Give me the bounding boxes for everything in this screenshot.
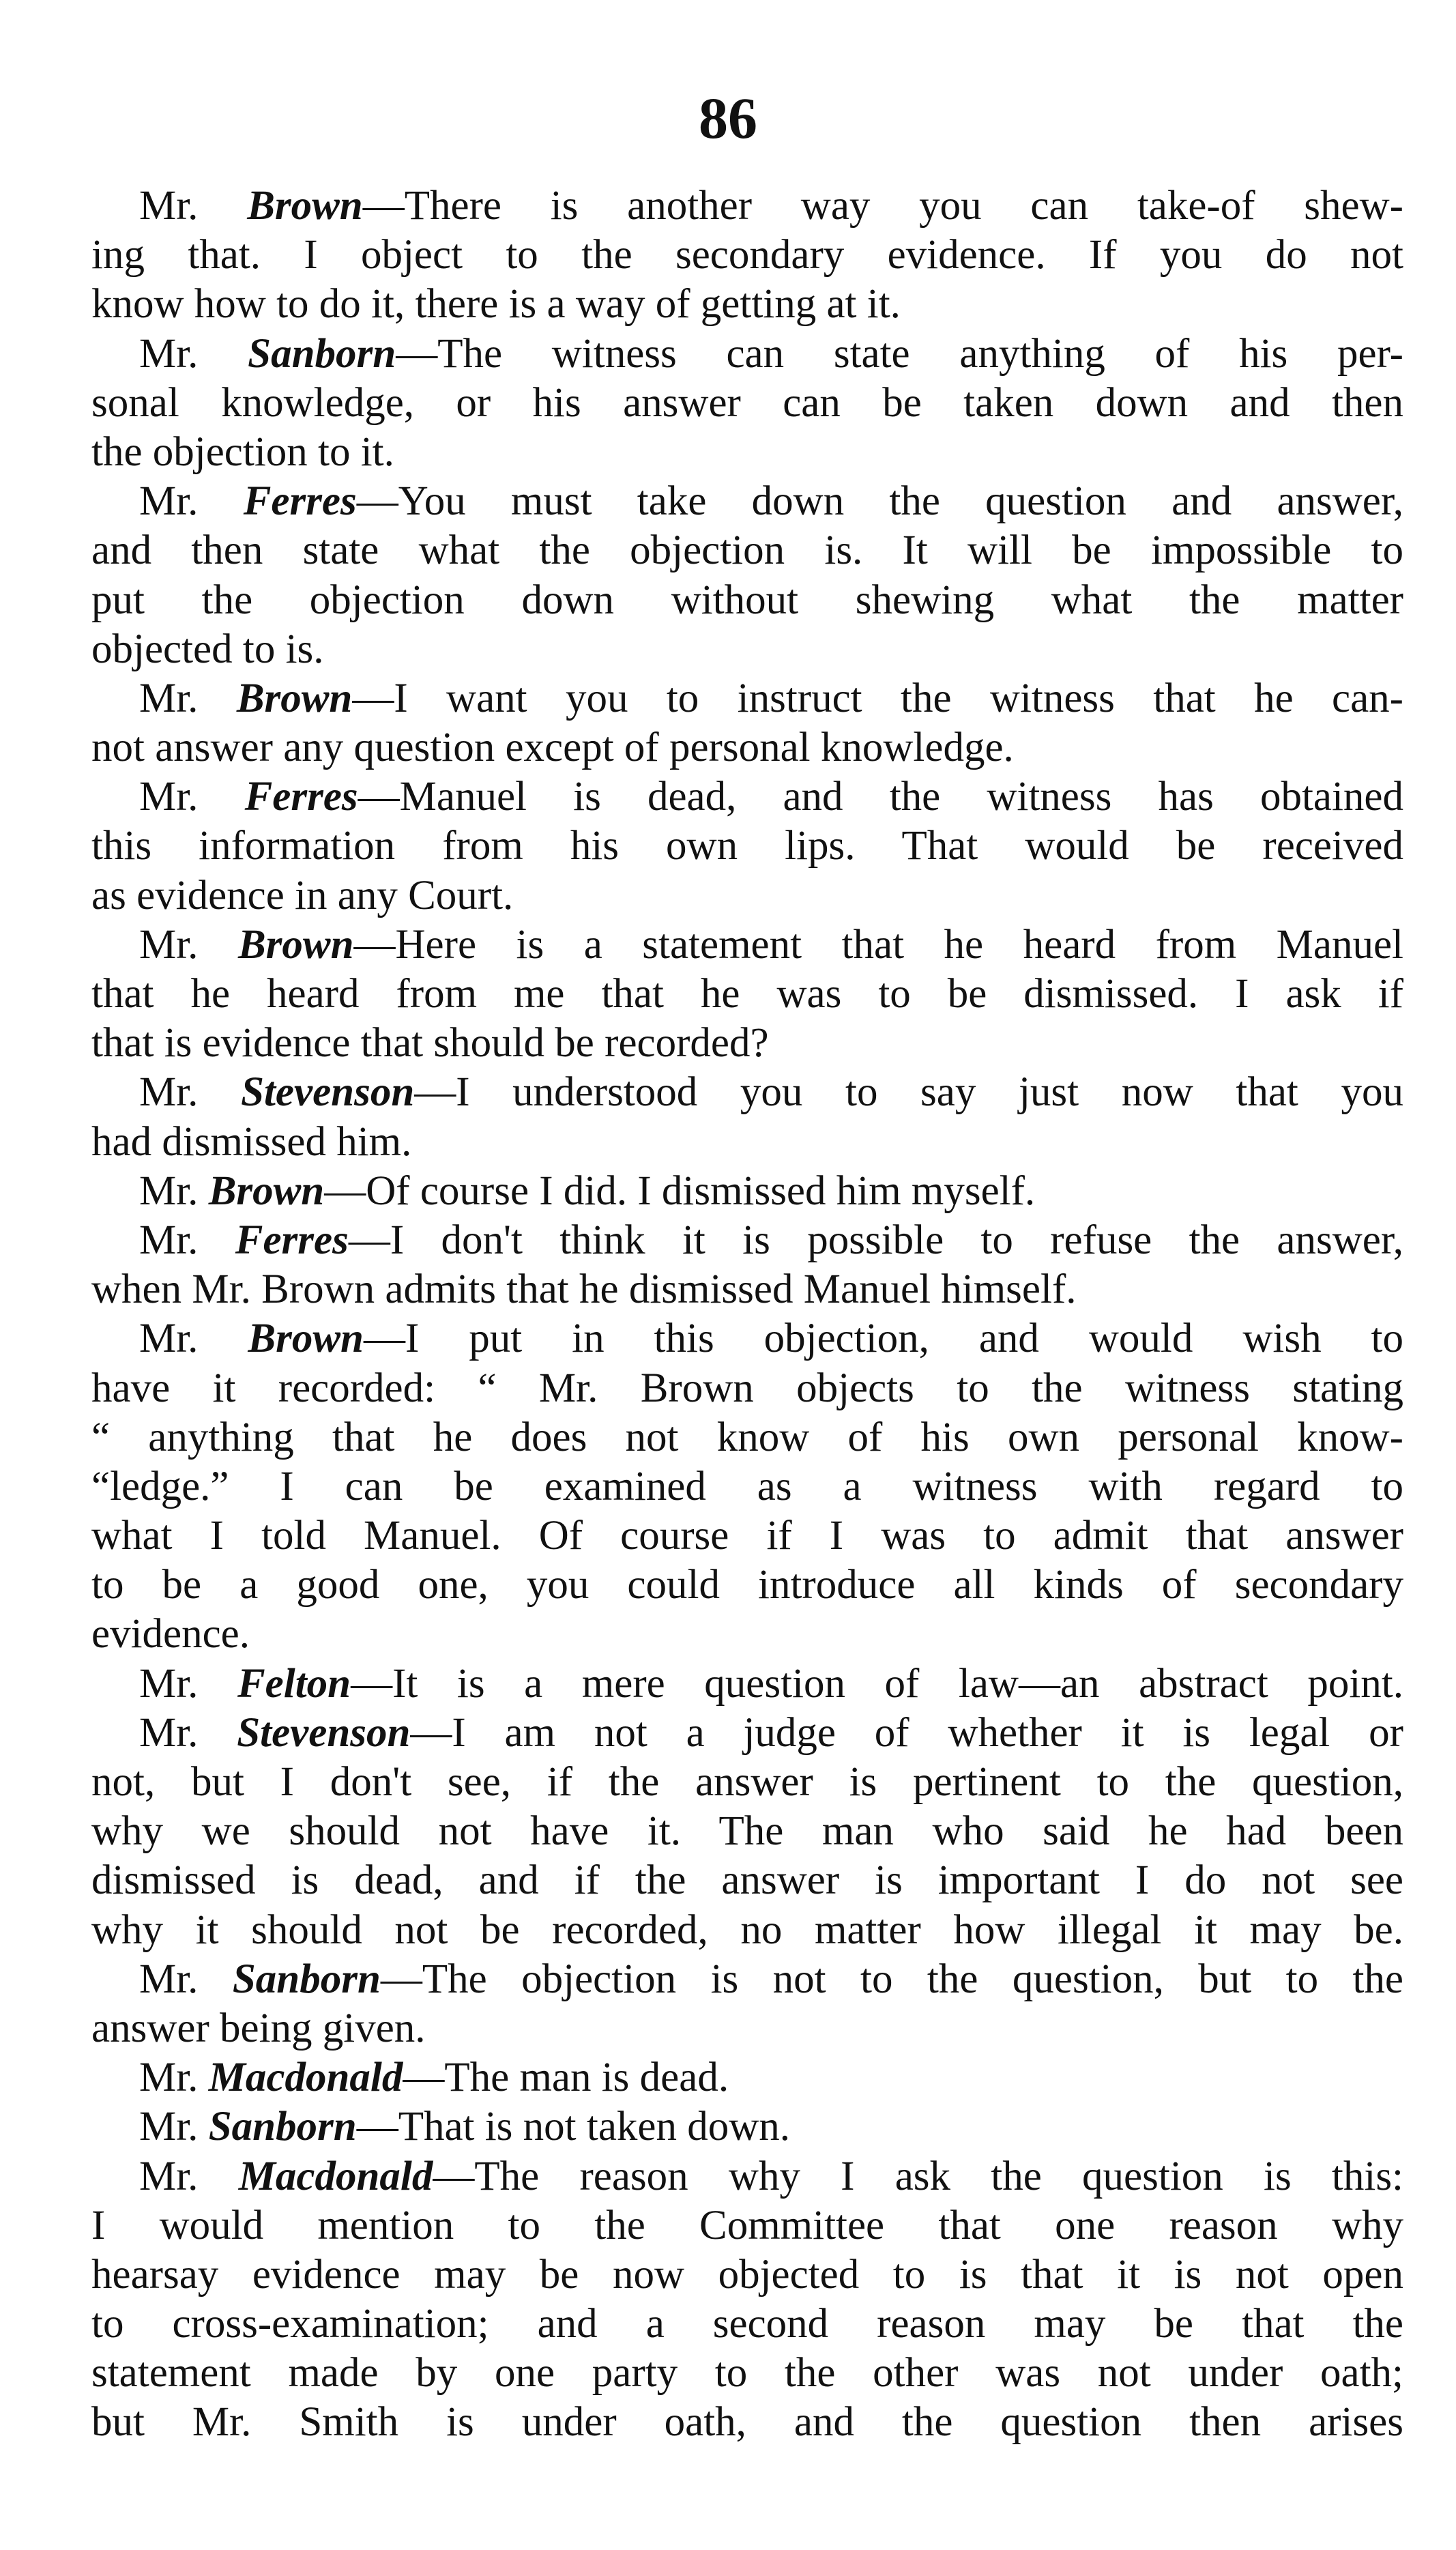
speaker-prefix: Mr.: [139, 2104, 209, 2150]
line-text: ing that. I object to the secondary evidence. If you do not: [91, 232, 1403, 278]
text-line: [91, 1118, 1403, 1167]
text-line: [91, 1019, 1403, 1068]
text-line: [91, 1709, 1403, 1758]
speaker-prefix: Mr.: [139, 774, 245, 820]
speaker-prefix: Mr.: [139, 330, 248, 377]
line-text: that he heard from me that he was to be dismissed. I ask if: [91, 971, 1403, 1017]
speaker-name: Brown: [236, 675, 353, 721]
text-line: [91, 1068, 1403, 1117]
speaker-name: Brown: [248, 1316, 364, 1362]
speaker-prefix: Mr.: [139, 1709, 237, 1756]
speaker-prefix: Mr.: [139, 1168, 209, 1214]
text-line: [91, 2152, 1403, 2201]
line-text: —Manuel is dead, and the witness has obtained: [358, 774, 1403, 820]
text-line: [91, 526, 1403, 575]
line-text: —The man is dead.: [403, 2055, 729, 2101]
speaker-name: Stevenson: [241, 1069, 415, 1116]
speaker-name: Macdonald: [208, 2055, 403, 2101]
speaker-name: Brown: [247, 183, 363, 229]
text-line: [91, 330, 1403, 379]
speaker-prefix: Mr.: [139, 2153, 239, 2199]
line-text: put the objection down without shewing what the matter: [91, 577, 1403, 623]
text-line: [91, 1413, 1403, 1462]
line-text: I would mention to the Committee that one reason why: [91, 2202, 1403, 2248]
line-text: “ledge.” I can be examined as a witness with regard to: [91, 1463, 1403, 1509]
line-text: —I want you to instruct the witness that he can-: [352, 675, 1404, 721]
page-body: [91, 182, 1403, 2448]
speaker-prefix: Mr.: [139, 1956, 233, 2002]
line-text: evidence.: [91, 1611, 250, 1657]
text-line: [91, 1167, 1403, 1216]
text-line: [91, 1314, 1403, 1363]
speaker-prefix: Mr.: [139, 921, 238, 968]
line-text: —That is not taken down.: [356, 2104, 791, 2150]
line-text: know how to do it, there is a way of getting at it.: [91, 281, 901, 328]
speaker-name: Ferres: [235, 1217, 349, 1263]
speaker-prefix: Mr.: [139, 1660, 237, 1707]
line-text: “ anything that he does not know of his own personal know-: [91, 1414, 1403, 1460]
text-line: [91, 2102, 1403, 2151]
text-line: [91, 1610, 1403, 1659]
speaker-name: Macdonald: [238, 2153, 433, 2199]
text-line: [91, 1807, 1403, 1856]
line-text: —I put in this objection, and would wish to: [363, 1316, 1403, 1362]
text-line: [91, 1561, 1403, 1610]
speaker-name: Sanborn: [232, 1956, 381, 2002]
text-line: [91, 2349, 1403, 2398]
line-text: hearsay evidence may be now objected to is that it is not open: [91, 2251, 1403, 2298]
text-line: [91, 1758, 1403, 1807]
line-text: —There is another way you can take-of shew-: [362, 183, 1403, 229]
speaker-name: Brown: [208, 1168, 325, 1214]
speaker-prefix: Mr.: [139, 2055, 209, 2101]
line-text: sonal knowledge, or his answer can be taken down and then: [91, 379, 1403, 426]
line-text: this information from his own lips. That would be received: [91, 823, 1403, 869]
line-text: the objection to it.: [91, 429, 394, 475]
text-line: [91, 1856, 1403, 1905]
text-line: [91, 970, 1403, 1019]
text-line: [91, 2300, 1403, 2349]
line-text: —You must take down the question and answer,: [356, 478, 1404, 525]
text-line: [91, 428, 1403, 477]
text-line: [91, 723, 1403, 772]
line-text: have it recorded: “ Mr. Brown objects to the witness stating: [91, 1365, 1403, 1411]
text-line: [91, 280, 1403, 329]
line-text: —The objection is not to the question, but to the: [380, 1956, 1404, 2002]
text-line: [91, 1462, 1403, 1511]
text-line: [91, 871, 1403, 921]
line-text: what I told Manuel. Of course if I was to admit that answer: [91, 1513, 1403, 1559]
line-text: objected to is.: [91, 626, 324, 672]
speaker-name: Brown: [237, 921, 354, 968]
speaker-name: Stevenson: [237, 1709, 411, 1756]
speaker-prefix: Mr.: [139, 183, 248, 229]
speaker-prefix: Mr.: [139, 478, 244, 525]
text-line: [91, 477, 1403, 526]
line-text: —I understood you to say just now that you: [414, 1069, 1404, 1116]
speaker-name: Sanborn: [248, 330, 396, 377]
line-text: why it should not be recorded, no matter how illegal it may be.: [91, 1907, 1403, 1953]
speaker-prefix: Mr.: [139, 675, 237, 721]
speaker-name: Ferres: [243, 478, 357, 525]
line-text: and then state what the objection is. It will be impossible to: [91, 527, 1403, 574]
text-line: [91, 1216, 1403, 1265]
line-text: dismissed is dead, and if the answer is important I do not see: [91, 1857, 1403, 1904]
text-line: [91, 2053, 1403, 2102]
text-line: [91, 1955, 1403, 2004]
speaker-name: Ferres: [244, 774, 358, 820]
line-text: when Mr. Brown admits that he dismissed Manuel himself.: [91, 1266, 1077, 1313]
text-line: [91, 1660, 1403, 1709]
speaker-name: Felton: [237, 1660, 351, 1707]
speaker-name: Sanborn: [208, 2104, 357, 2150]
line-text: —Here is a statement that he heard from Manuel: [353, 921, 1404, 968]
line-text: —I am not a judge of whether it is legal or: [410, 1709, 1403, 1756]
text-line: [91, 182, 1403, 231]
line-text: —The witness can state anything of his per-: [396, 330, 1403, 377]
line-text: —The reason why I ask the question is this:: [433, 2153, 1404, 2199]
text-line: [91, 772, 1403, 822]
page-number: 86: [699, 85, 757, 151]
line-text: not answer any question except of personal knowledge.: [91, 725, 1014, 771]
line-text: not, but I don't see, if the answer is pertinent to the question,: [91, 1759, 1403, 1805]
text-line: [91, 576, 1403, 625]
line-text: but Mr. Smith is under oath, and the question then arises: [91, 2399, 1403, 2446]
text-line: [91, 2250, 1403, 2300]
line-text: as evidence in any Court.: [91, 872, 514, 918]
text-line: [91, 2398, 1403, 2447]
line-text: to cross-examination; and a second reason may be that the: [91, 2301, 1403, 2347]
speaker-prefix: Mr.: [139, 1316, 248, 1362]
line-text: had dismissed him.: [91, 1118, 412, 1165]
text-line: [91, 2004, 1403, 2053]
line-text: —I don't think it is possible to refuse the answer,: [348, 1217, 1403, 1263]
speaker-prefix: Mr.: [139, 1217, 235, 1263]
text-line: [91, 625, 1403, 674]
line-text: statement made by one party to the other was not under oath;: [91, 2350, 1403, 2396]
text-line: [91, 921, 1403, 970]
line-text: —It is a mere question of law—an abstract point.: [351, 1660, 1403, 1707]
text-line: [91, 822, 1403, 871]
text-line: [91, 2201, 1403, 2250]
text-line: [91, 1906, 1403, 1955]
line-text: to be a good one, you could introduce all kinds of secondary: [91, 1562, 1403, 1608]
speaker-prefix: Mr.: [139, 1069, 242, 1116]
line-text: answer being given.: [91, 2005, 426, 2051]
text-line: [91, 231, 1403, 280]
text-line: [91, 379, 1403, 428]
text-line: [91, 1364, 1403, 1413]
line-text: why we should not have it. The man who said he had been: [91, 1808, 1403, 1855]
text-line: [91, 674, 1403, 723]
text-line: [91, 1511, 1403, 1561]
line-text: —Of course I did. I dismissed him myself.: [324, 1168, 1036, 1214]
text-line: [91, 1265, 1403, 1314]
line-text: that is evidence that should be recorded?: [91, 1020, 769, 1067]
